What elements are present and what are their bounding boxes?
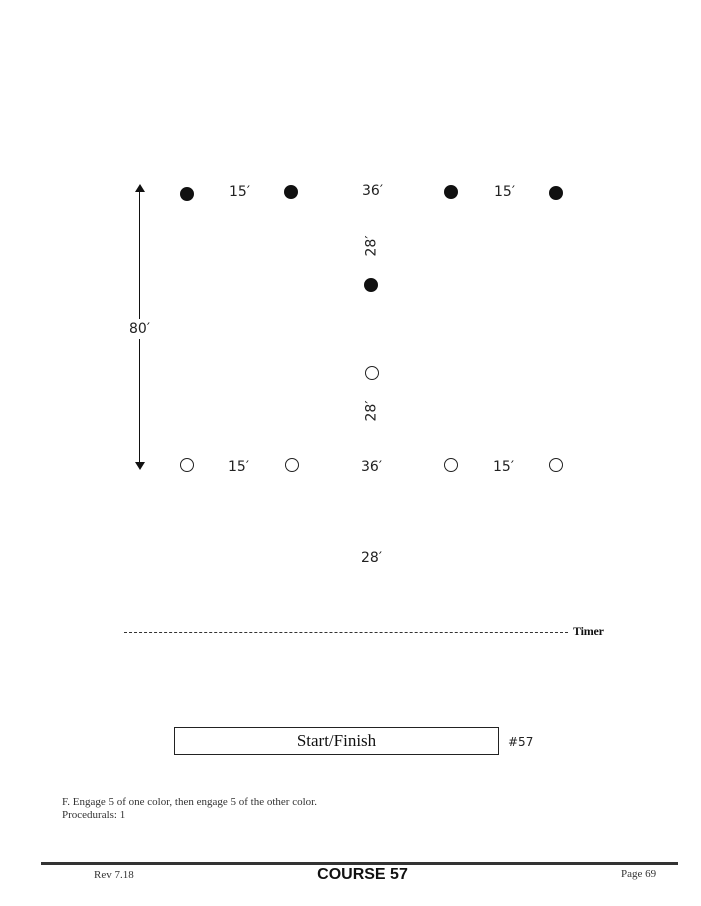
white-cone (365, 366, 379, 380)
bottom-right-gap-label: 15′ (493, 459, 514, 475)
instructions-block (62, 796, 317, 822)
course-tag: #57 (508, 735, 534, 749)
top-right-gap-label: 15′ (494, 184, 515, 200)
timer-label: Timer (573, 624, 604, 638)
white-cone (180, 458, 194, 472)
revision-label: Rev 7.18 (94, 869, 134, 881)
bottom-left-gap-label: 15′ (228, 459, 249, 475)
upper-vertical-gap-label: 28′ (363, 235, 380, 257)
instruction-line: F. Engage 5 of one color, then engage 5 of the other color. (62, 796, 317, 808)
timer-line (124, 632, 568, 633)
arrow-up-icon (135, 184, 145, 192)
black-cone (444, 185, 458, 199)
arrow-down-icon (135, 462, 145, 470)
page-number: Page 69 (621, 868, 657, 880)
black-cone (549, 186, 563, 200)
overall-length-label: 80′ (129, 321, 150, 337)
course-title-text: COURSE 57 (317, 866, 408, 883)
start-finish-box (174, 727, 499, 755)
start-finish-label: Start/Finish (296, 731, 377, 750)
lower-vertical-gap-label: 28′ (363, 400, 380, 422)
top-left-gap-label: 15′ (229, 184, 250, 200)
course-title (0, 866, 701, 884)
black-cone (364, 278, 378, 292)
top-center-gap-label: 36′ (362, 183, 383, 199)
footer-rule (41, 862, 678, 865)
black-cone (284, 185, 298, 199)
white-cone (285, 458, 299, 472)
white-cone (549, 458, 563, 472)
bottom-center-gap-label: 36′ (361, 459, 382, 475)
white-cone (444, 458, 458, 472)
timer-distance-label: 28′ (361, 550, 382, 566)
black-cone (180, 187, 194, 201)
procedurals-line: Procedurals: 1 (62, 809, 126, 821)
